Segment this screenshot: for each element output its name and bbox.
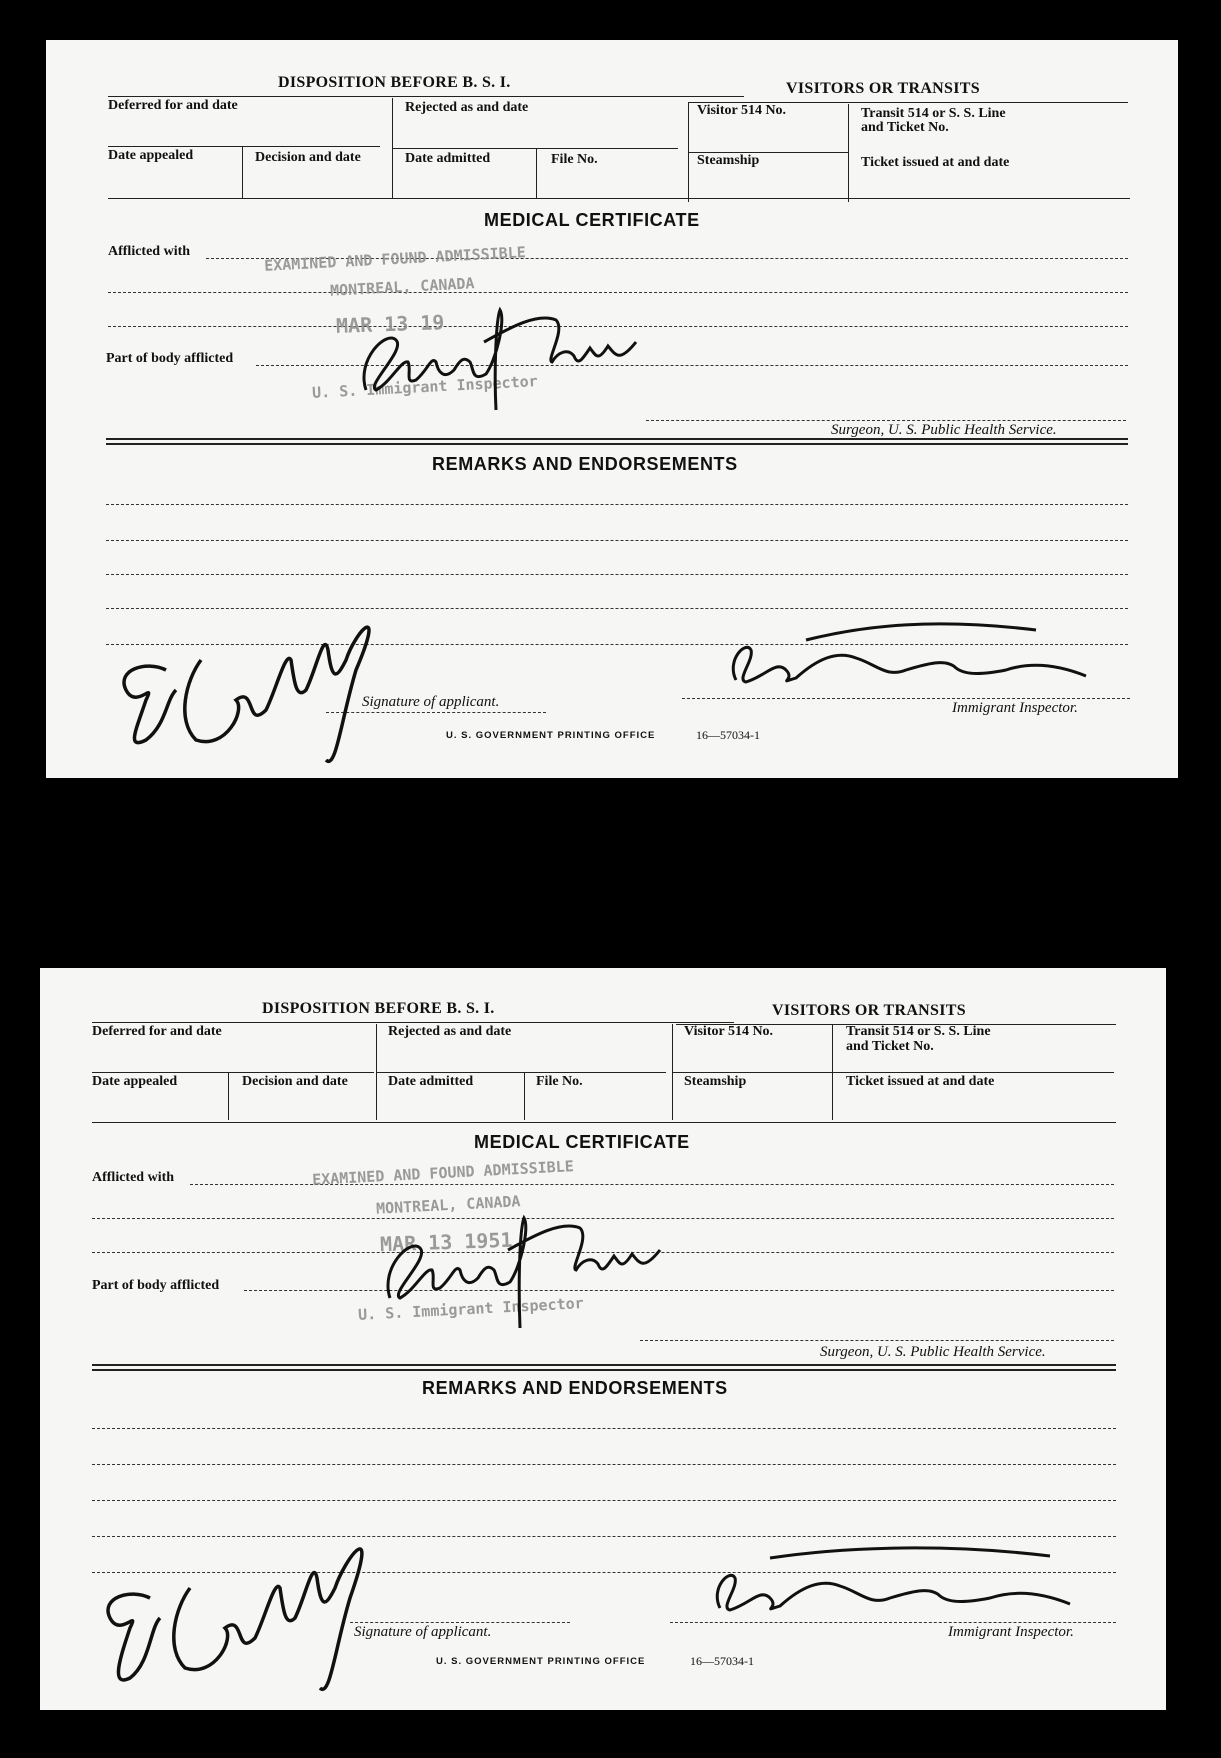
- col-divider-2: [228, 1072, 229, 1120]
- immigration-card-back: [40, 968, 1166, 1710]
- disposition-header: DISPOSITION BEFORE B. S. I.: [278, 74, 511, 91]
- decision-label: Decision and date: [242, 1074, 348, 1089]
- double-rule: [92, 1364, 1116, 1371]
- inspector-signature: [706, 620, 1106, 720]
- deferred-label: Deferred for and date: [108, 98, 238, 113]
- col-divider-5: [848, 104, 849, 202]
- admission-stamp-line1: EXAMINED AND FOUND ADMISSIBLE: [263, 243, 527, 275]
- inspector-label: Immigrant Inspector.: [948, 1624, 1074, 1640]
- transit-label-2: and Ticket No.: [846, 1039, 934, 1054]
- admission-stamp-line2: MONTREAL, CANADA: [329, 274, 475, 300]
- col-divider-3: [524, 1072, 525, 1120]
- ticket-issued-label: Ticket issued at and date: [861, 155, 1010, 170]
- remarks-line-3[interactable]: [92, 1500, 1116, 1501]
- col-divider-5: [832, 1024, 833, 1120]
- surgeon-signature-line[interactable]: [646, 420, 1126, 421]
- footer-number: 16—57034-1: [696, 728, 760, 742]
- header-rule-left: [108, 96, 744, 97]
- date-admitted-label: Date admitted: [405, 151, 491, 166]
- section-rule: [108, 198, 1130, 199]
- inspector-label: Immigrant Inspector.: [952, 700, 1078, 716]
- body-part-label: Part of body afflicted: [92, 1278, 220, 1293]
- immigration-card-front: [46, 40, 1178, 778]
- row-rule-1: [92, 1072, 374, 1073]
- inspector-signature: [690, 1538, 1110, 1648]
- remarks-line-3[interactable]: [106, 574, 1128, 575]
- transit-label-2: and Ticket No.: [861, 120, 949, 135]
- double-rule: [106, 438, 1128, 445]
- medical-certificate-title: MEDICAL CERTIFICATE: [484, 210, 700, 230]
- surgeon-signature: [370, 1208, 690, 1348]
- col-divider-4: [672, 1024, 673, 1120]
- file-no-label: File No.: [536, 1074, 583, 1089]
- row-rule-2: [392, 148, 678, 149]
- col-divider-1: [392, 98, 393, 198]
- date-admitted-label: Date admitted: [388, 1074, 474, 1089]
- steamship-label: Steamship: [684, 1074, 747, 1089]
- section-rule: [92, 1122, 1116, 1123]
- admission-stamp-line4: U. S. Immigrant Inspector: [357, 1294, 585, 1324]
- admission-stamp-line3: MAR 13 1951: [379, 1227, 513, 1257]
- date-appealed-label: Date appealed: [108, 148, 194, 163]
- afflicted-label: Afflicted with: [92, 1170, 175, 1185]
- remarks-line-1[interactable]: [106, 504, 1128, 505]
- surgeon-label: Surgeon, U. S. Public Health Service.: [831, 422, 1057, 438]
- applicant-signature-label: Signature of applicant.: [362, 694, 500, 710]
- visitors-header: VISITORS OR TRANSITS: [772, 1002, 966, 1019]
- applicant-signature-label: Signature of applicant.: [354, 1624, 492, 1640]
- header-rule-left: [92, 1022, 734, 1023]
- row-rule-2: [376, 1072, 666, 1073]
- visitor-label: Visitor 514 No.: [684, 1024, 774, 1039]
- footer-number: 16—57034-1: [690, 1654, 754, 1668]
- remarks-line-1[interactable]: [92, 1428, 1116, 1429]
- rejected-label: Rejected as and date: [388, 1024, 512, 1039]
- applicant-signature: [96, 590, 396, 770]
- row-rule-3: [672, 1072, 1114, 1073]
- col-divider-1: [376, 1024, 377, 1120]
- surgeon-label: Surgeon, U. S. Public Health Service.: [820, 1344, 1046, 1360]
- deferred-label: Deferred for and date: [92, 1024, 222, 1039]
- remarks-line-2[interactable]: [106, 540, 1128, 541]
- rejected-label: Rejected as and date: [405, 100, 529, 115]
- remarks-title: REMARKS AND ENDORSEMENTS: [422, 1378, 728, 1398]
- remarks-line-2[interactable]: [92, 1464, 1116, 1465]
- transit-label-1: Transit 514 or S. S. Line: [861, 106, 1006, 121]
- remarks-title: REMARKS AND ENDORSEMENTS: [432, 454, 738, 474]
- admission-stamp-line1: EXAMINED AND FOUND ADMISSIBLE: [311, 1157, 575, 1189]
- col-divider-4: [688, 102, 689, 202]
- ticket-issued-label: Ticket issued at and date: [846, 1074, 995, 1089]
- col-divider-2: [242, 146, 243, 198]
- col-divider-3: [536, 148, 537, 198]
- steamship-label: Steamship: [697, 153, 760, 168]
- file-no-label: File No.: [551, 152, 598, 167]
- date-appealed-label: Date appealed: [92, 1074, 178, 1089]
- disposition-header: DISPOSITION BEFORE B. S. I.: [262, 1000, 495, 1017]
- surgeon-signature-line[interactable]: [640, 1340, 1114, 1341]
- visitors-header: VISITORS OR TRANSITS: [786, 80, 980, 97]
- surgeon-signature: [346, 290, 666, 430]
- transit-label-1: Transit 514 or S. S. Line: [846, 1024, 991, 1039]
- visitor-label: Visitor 514 No.: [697, 103, 787, 118]
- applicant-signature: [80, 1508, 400, 1708]
- admission-stamp-line2: MONTREAL, CANADA: [375, 1192, 521, 1218]
- footer-office: U. S. GOVERNMENT PRINTING OFFICE: [446, 730, 656, 741]
- admission-stamp-line3: MAR 13 19: [335, 310, 445, 338]
- body-part-label: Part of body afflicted: [106, 351, 234, 366]
- afflicted-label: Afflicted with: [108, 244, 191, 259]
- footer-office: U. S. GOVERNMENT PRINTING OFFICE: [436, 1656, 646, 1667]
- medical-certificate-title: MEDICAL CERTIFICATE: [474, 1132, 690, 1152]
- admission-stamp-line4: U. S. Immigrant Inspector: [311, 372, 539, 402]
- row-rule-1: [108, 146, 380, 147]
- decision-label: Decision and date: [255, 150, 361, 165]
